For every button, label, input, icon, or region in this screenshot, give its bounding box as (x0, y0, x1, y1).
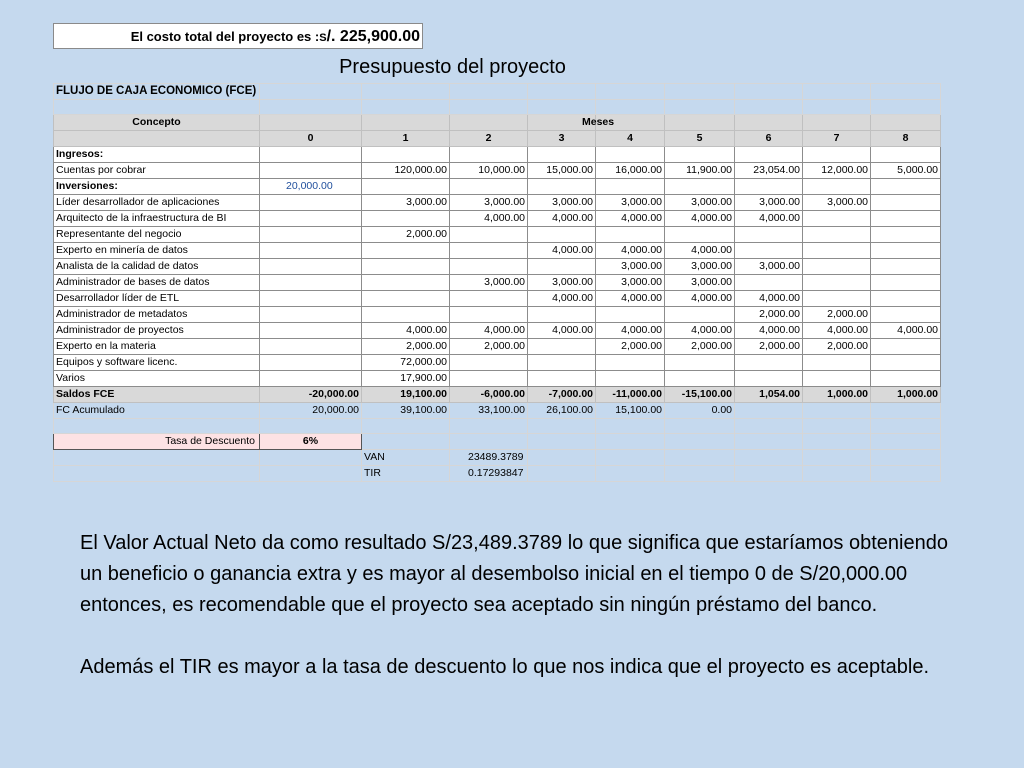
month-header: 7 (803, 131, 871, 147)
cuentas-label: Cuentas por cobrar (54, 163, 260, 179)
total-cost-label: El costo total del proyecto es : (130, 29, 320, 44)
conclusion-text (80, 528, 950, 683)
item-value: 2,000.00 (665, 339, 735, 355)
item-value: 3,000.00 (362, 195, 450, 211)
item-label: Varios (54, 371, 260, 387)
item-value (803, 211, 871, 227)
item-value (871, 307, 941, 323)
empty-cell (803, 434, 871, 450)
van-label: VAN (362, 450, 450, 466)
item-value (528, 355, 596, 371)
total-cost-currency-suffix: /. (326, 28, 336, 45)
empty-cell (665, 419, 735, 434)
table-row (54, 291, 941, 307)
item-value: 17,900.00 (362, 371, 450, 387)
empty-cell (528, 466, 596, 482)
item-value (871, 291, 941, 307)
ingresos-label: Ingresos: (54, 147, 260, 163)
item-value: 3,000.00 (735, 259, 803, 275)
empty-cell (735, 434, 803, 450)
empty-cell (665, 450, 735, 466)
month-header: 8 (871, 131, 941, 147)
item-value: 3,000.00 (803, 195, 871, 211)
item-value: 2,000.00 (803, 307, 871, 323)
item-value (665, 227, 735, 243)
cuentas-value: 11,900.00 (665, 163, 735, 179)
item-label: Administrador de proyectos (54, 323, 260, 339)
item-value: 2,000.00 (362, 227, 450, 243)
saldos-value: -15,100.00 (665, 387, 735, 403)
acumulado-value: 15,100.00 (596, 403, 665, 419)
item-label: Desarrollador líder de ETL (54, 291, 260, 307)
item-value (596, 355, 665, 371)
item-value (665, 307, 735, 323)
item-value (803, 259, 871, 275)
month-header: 1 (362, 131, 450, 147)
item-value: 3,000.00 (528, 275, 596, 291)
item-value: 4,000.00 (528, 323, 596, 339)
title-row (54, 84, 941, 100)
item-value (362, 307, 450, 323)
month-header: 2 (450, 131, 528, 147)
item-label: Experto en la materia (54, 339, 260, 355)
item-value (450, 243, 528, 259)
item-label: Administrador de metadatos (54, 307, 260, 323)
item-value (260, 195, 362, 211)
item-label: Líder desarrollador de aplicaciones (54, 195, 260, 211)
table-row (54, 339, 941, 355)
empty-cell (596, 466, 665, 482)
item-value (871, 259, 941, 275)
item-value: 4,000.00 (665, 211, 735, 227)
table-row (54, 243, 941, 259)
item-value (528, 227, 596, 243)
table-row (54, 227, 941, 243)
item-value (735, 227, 803, 243)
item-value (362, 291, 450, 307)
saldos-value: -7,000.00 (528, 387, 596, 403)
tasa-label: Tasa de Descuento (54, 434, 260, 450)
empty-cell (871, 466, 941, 482)
item-value (871, 227, 941, 243)
header-row (54, 115, 941, 131)
item-value (871, 195, 941, 211)
item-value (260, 243, 362, 259)
acumulado-label: FC Acumulado (54, 403, 260, 419)
item-value (260, 323, 362, 339)
item-value (871, 211, 941, 227)
table-row (54, 355, 941, 371)
item-value (450, 259, 528, 275)
empty-cell (871, 434, 941, 450)
item-value (260, 211, 362, 227)
item-value: 3,000.00 (528, 195, 596, 211)
cash-flow-table (53, 83, 941, 482)
item-value: 4,000.00 (596, 243, 665, 259)
item-value (596, 371, 665, 387)
item-value: 3,000.00 (450, 195, 528, 211)
item-value: 3,000.00 (596, 275, 665, 291)
empty-cell (450, 419, 528, 434)
saldos-row (54, 387, 941, 403)
cuentas-value: 16,000.00 (596, 163, 665, 179)
saldos-value: 1,054.00 (735, 387, 803, 403)
empty-cell (735, 450, 803, 466)
item-value: 2,000.00 (803, 339, 871, 355)
acumulado-value: 33,100.00 (450, 403, 528, 419)
conclusion-paragraph-tir: Además el TIR es mayor a la tasa de descuento lo que nos indica que el proyecto es aceptable. (80, 656, 930, 678)
acumulado-value (803, 403, 871, 419)
van-value: 23489.3789 (450, 450, 528, 466)
item-label: Administrador de bases de datos (54, 275, 260, 291)
item-value (260, 259, 362, 275)
item-value (450, 227, 528, 243)
empty-cell (803, 450, 871, 466)
acumulado-row (54, 403, 941, 419)
item-value (362, 275, 450, 291)
total-cost-currency: S (319, 32, 327, 44)
inversiones-label: Inversiones: (54, 179, 260, 195)
table-row (54, 195, 941, 211)
empty-cell (54, 450, 260, 466)
empty-cell (665, 434, 735, 450)
cuentas-value: 5,000.00 (871, 163, 941, 179)
item-value (665, 371, 735, 387)
saldos-value: -11,000.00 (596, 387, 665, 403)
item-label: Experto en minería de datos (54, 243, 260, 259)
item-label: Equipos y software licenc. (54, 355, 260, 371)
item-value: 4,000.00 (362, 323, 450, 339)
tasa-value: 6% (260, 434, 362, 450)
item-value (803, 355, 871, 371)
tir-row (54, 466, 941, 482)
months-row (54, 131, 941, 147)
item-value (665, 355, 735, 371)
month-header: 6 (735, 131, 803, 147)
item-value: 4,000.00 (665, 243, 735, 259)
item-value: 4,000.00 (450, 211, 528, 227)
item-value: 4,000.00 (665, 323, 735, 339)
spacer-row (54, 100, 941, 115)
saldos-value: -6,000.00 (450, 387, 528, 403)
item-value: 2,000.00 (450, 339, 528, 355)
item-value: 4,000.00 (735, 211, 803, 227)
item-value (260, 307, 362, 323)
cash-flow-table-body (54, 84, 941, 482)
table-row (54, 371, 941, 387)
cuentas-value: 10,000.00 (450, 163, 528, 179)
item-value: 2,000.00 (735, 339, 803, 355)
item-value (362, 243, 450, 259)
saldos-value: 1,000.00 (803, 387, 871, 403)
item-value (260, 275, 362, 291)
item-value (735, 371, 803, 387)
item-value (260, 355, 362, 371)
item-value: 4,000.00 (665, 291, 735, 307)
spacer-row (54, 419, 941, 434)
acumulado-value: 0.00 (665, 403, 735, 419)
item-value: 3,000.00 (450, 275, 528, 291)
conclusion-paragraph-van: El Valor Actual Neto da como resultado S/23,489.3789 lo que significa que estaríamos obteniendo un beneficio o ganancia extra y es mayor al desembolso inicial en el tiempo 0 de S/20,000.00 entonces, es recomendable que el proyecto sea aceptado sin ningún préstamo del banco. (80, 532, 948, 616)
inversiones-row (54, 179, 941, 195)
van-row (54, 450, 941, 466)
acumulado-value (871, 403, 941, 419)
item-value (735, 355, 803, 371)
item-value: 3,000.00 (596, 195, 665, 211)
tir-label: TIR (362, 466, 450, 482)
item-label: Analista de la calidad de datos (54, 259, 260, 275)
cuentas-value: 15,000.00 (528, 163, 596, 179)
item-value: 2,000.00 (735, 307, 803, 323)
empty-cell (665, 466, 735, 482)
item-value: 3,000.00 (596, 259, 665, 275)
table-row (54, 211, 941, 227)
item-value (871, 339, 941, 355)
item-value (528, 371, 596, 387)
table-row (54, 307, 941, 323)
item-value: 3,000.00 (665, 275, 735, 291)
ingresos-row (54, 147, 941, 163)
month-header: 3 (528, 131, 596, 147)
month-header: 5 (665, 131, 735, 147)
inversiones-value: 20,000.00 (260, 179, 362, 195)
acumulado-value: 20,000.00 (260, 403, 362, 419)
item-value (735, 275, 803, 291)
item-value: 3,000.00 (735, 195, 803, 211)
empty-cell (54, 419, 260, 434)
slide-subtitle: Presupuesto del proyecto (339, 56, 566, 78)
item-value (735, 243, 803, 259)
saldos-value: 1,000.00 (871, 387, 941, 403)
saldos-value: 19,100.00 (362, 387, 450, 403)
item-value (528, 259, 596, 275)
item-value (803, 275, 871, 291)
item-value: 3,000.00 (665, 195, 735, 211)
empty-cell (596, 450, 665, 466)
acumulado-value: 39,100.00 (362, 403, 450, 419)
item-value (260, 291, 362, 307)
cuentas-value: 120,000.00 (362, 163, 450, 179)
item-value (528, 307, 596, 323)
item-value (362, 259, 450, 275)
empty-cell (362, 419, 450, 434)
item-value (871, 243, 941, 259)
saldos-label: Saldos FCE (54, 387, 260, 403)
concepto-header: Concepto (54, 115, 260, 131)
item-value (362, 211, 450, 227)
item-value (260, 339, 362, 355)
table-row (54, 323, 941, 339)
saldos-value: -20,000.00 (260, 387, 362, 403)
empty-cell (803, 466, 871, 482)
item-value (450, 371, 528, 387)
empty-cell (260, 419, 362, 434)
item-value: 4,000.00 (596, 291, 665, 307)
empty-cell (735, 419, 803, 434)
item-value (260, 371, 362, 387)
item-value: 4,000.00 (528, 211, 596, 227)
item-value: 4,000.00 (596, 211, 665, 227)
table-row (54, 259, 941, 275)
item-value: 4,000.00 (596, 323, 665, 339)
item-value: 4,000.00 (735, 291, 803, 307)
empty-cell (596, 434, 665, 450)
cuentas-value: 12,000.00 (803, 163, 871, 179)
tir-value: 0.17293847 (450, 466, 528, 482)
item-value (803, 291, 871, 307)
empty-cell (871, 419, 941, 434)
item-value (871, 355, 941, 371)
item-value: 4,000.00 (803, 323, 871, 339)
meses-header: Meses (596, 115, 665, 131)
item-value: 4,000.00 (450, 323, 528, 339)
item-value: 72,000.00 (362, 355, 450, 371)
total-cost-value: 225,900.00 (339, 28, 420, 45)
cuentas-row (54, 163, 941, 179)
item-value (260, 227, 362, 243)
item-value (871, 275, 941, 291)
item-value (450, 291, 528, 307)
item-value: 2,000.00 (362, 339, 450, 355)
month-header: 0 (260, 131, 362, 147)
item-value: 3,000.00 (665, 259, 735, 275)
empty-cell (528, 450, 596, 466)
empty-cell (596, 419, 665, 434)
month-header: 4 (596, 131, 665, 147)
item-value (450, 355, 528, 371)
item-value (596, 227, 665, 243)
item-value: 4,000.00 (528, 291, 596, 307)
table-title: FLUJO DE CAJA ECONOMICO (FCE) (54, 84, 260, 100)
item-value (803, 243, 871, 259)
item-value (450, 307, 528, 323)
item-value (528, 339, 596, 355)
acumulado-value (735, 403, 803, 419)
empty-cell (260, 466, 362, 482)
item-value: 4,000.00 (528, 243, 596, 259)
empty-cell (54, 466, 260, 482)
item-value (871, 371, 941, 387)
item-value: 2,000.00 (596, 339, 665, 355)
item-value: 4,000.00 (735, 323, 803, 339)
cuentas-value (260, 163, 362, 179)
tasa-row (54, 434, 941, 450)
item-value (596, 307, 665, 323)
empty-cell (871, 450, 941, 466)
empty-cell (528, 434, 596, 450)
acumulado-value: 26,100.00 (528, 403, 596, 419)
item-value (803, 227, 871, 243)
item-label: Arquitecto de la infraestructura de BI (54, 211, 260, 227)
empty-cell (450, 434, 528, 450)
empty-cell (362, 434, 450, 450)
total-cost-box (53, 23, 423, 49)
empty-cell (803, 419, 871, 434)
cuentas-value: 23,054.00 (735, 163, 803, 179)
empty-cell (528, 419, 596, 434)
item-value: 4,000.00 (871, 323, 941, 339)
item-value (803, 371, 871, 387)
item-label: Representante del negocio (54, 227, 260, 243)
empty-cell (260, 450, 362, 466)
table-row (54, 275, 941, 291)
empty-cell (735, 466, 803, 482)
